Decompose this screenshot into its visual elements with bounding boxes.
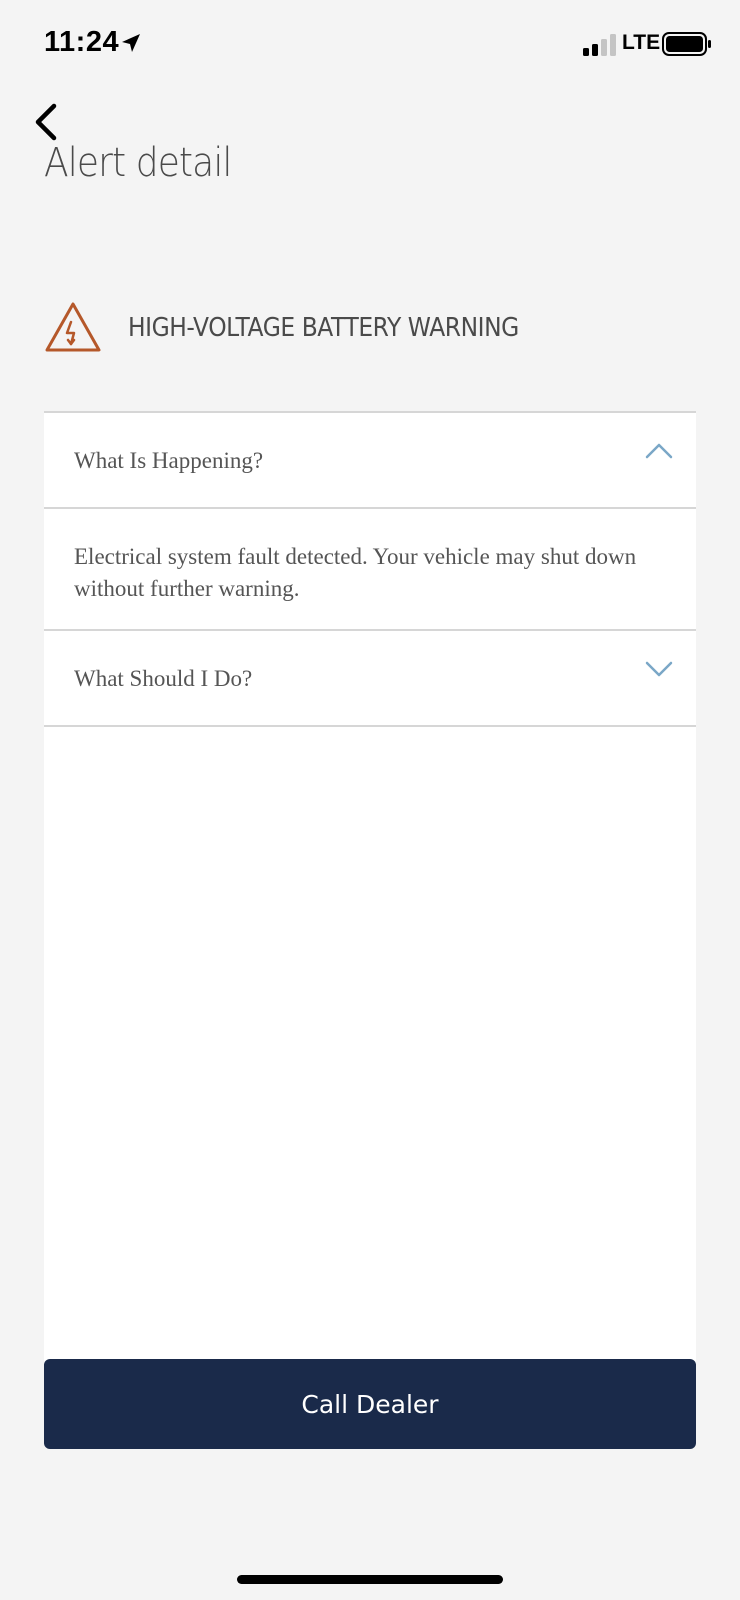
alert-title: HIGH-VOLTAGE BATTERY WARNING xyxy=(128,313,519,343)
back-button[interactable] xyxy=(30,100,74,144)
alert-content-panel xyxy=(44,411,696,1367)
section-what-should-i-do[interactable] xyxy=(44,631,696,727)
high-voltage-warning-icon xyxy=(44,300,102,356)
status-time: 11:24 xyxy=(44,26,120,58)
section-label: What Is Happening? xyxy=(74,448,264,473)
status-bar xyxy=(0,0,740,90)
section-label: What Should I Do? xyxy=(74,666,253,691)
network-label: LTE xyxy=(622,31,661,54)
battery-icon xyxy=(662,32,712,56)
page-title: Alert detail xyxy=(44,140,232,186)
section-what-is-happening[interactable] xyxy=(44,413,696,509)
chevron-down-icon xyxy=(644,659,674,679)
location-arrow-icon xyxy=(120,32,142,54)
chevron-left-icon xyxy=(38,106,54,138)
alert-header xyxy=(44,300,694,360)
section-body xyxy=(44,509,696,631)
call-dealer-button[interactable]: Call Dealer xyxy=(44,1359,696,1449)
section-body-text: Electrical system fault detected. Your vehicle may shut down without further warning. xyxy=(74,544,637,601)
chevron-up-icon xyxy=(644,441,674,461)
home-indicator xyxy=(237,1575,503,1584)
signal-icon xyxy=(583,34,617,56)
